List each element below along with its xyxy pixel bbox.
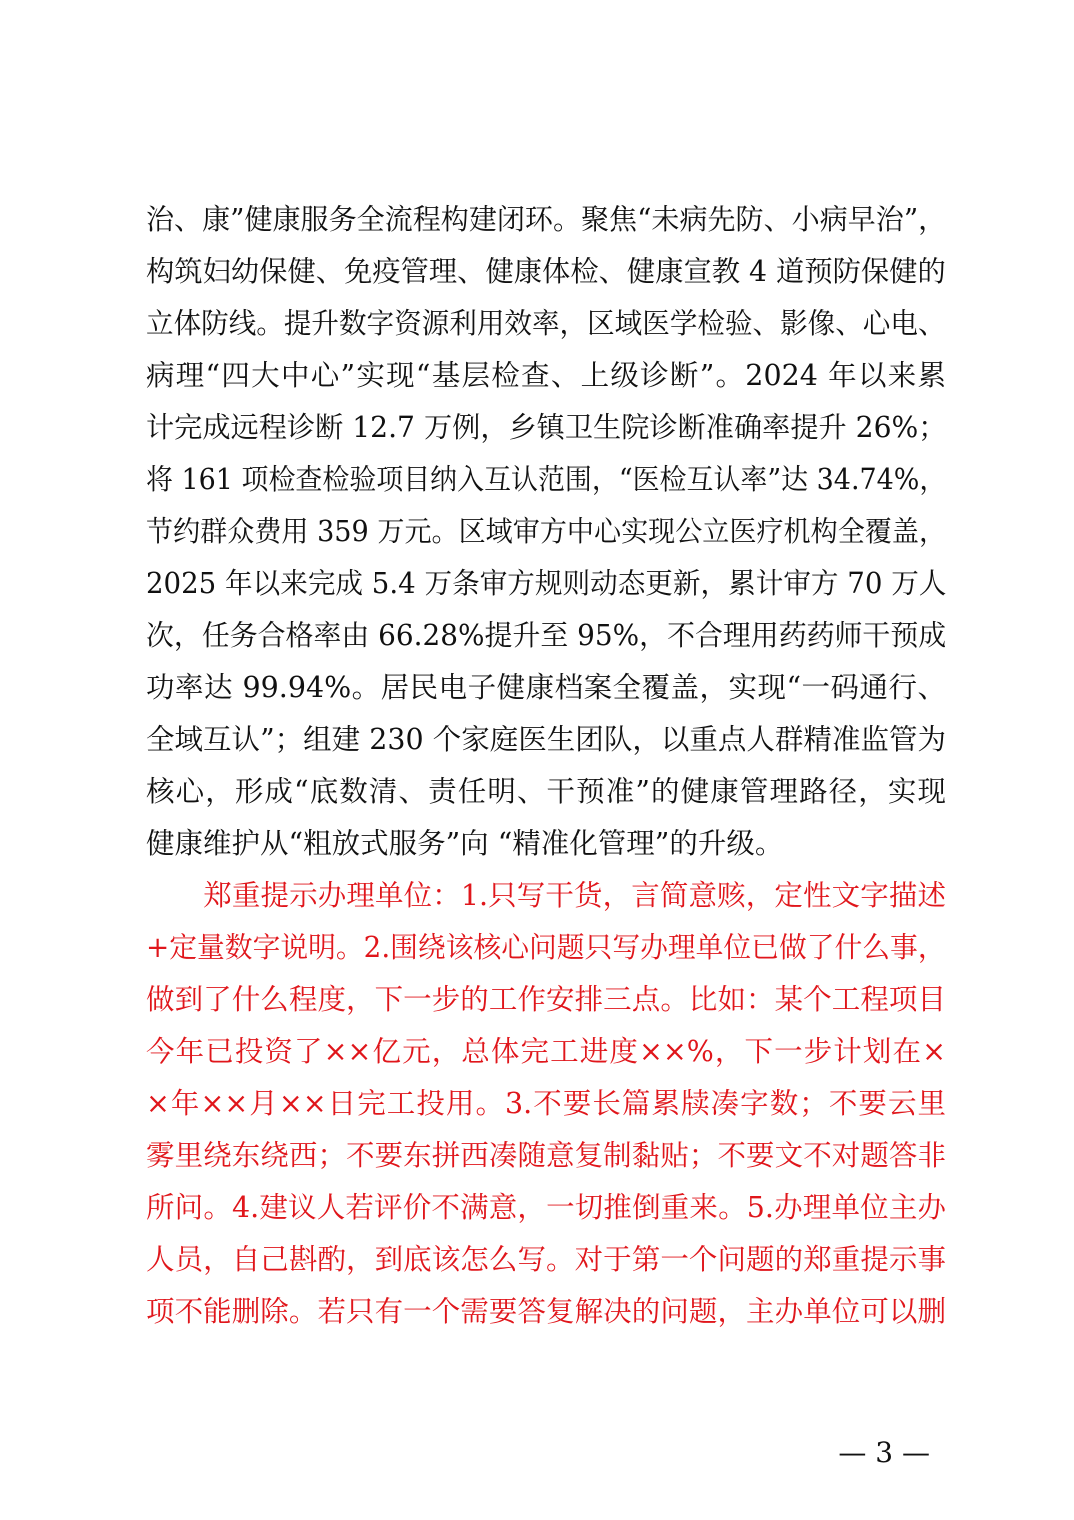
notice-line-8: 人员，自己斟酌，到底该怎么写。对于第一个问题的郑重提示事	[146, 1243, 946, 1276]
body-line-7: 节约群众费用 359 万元。区域审方中心实现公立医疗机构全覆盖，	[146, 515, 947, 548]
notice-line-6: 雾里绕东绕西；不要东拼西凑随意复制黏贴；不要文不对题答非	[146, 1139, 946, 1172]
notice-line-2: +定量数字说明。2.围绕该核心问题只写办理单位已做了什么事，	[146, 931, 946, 964]
body-line-3: 立体防线。提升数字资源利用效率，区域医学检验、影像、心电、	[146, 307, 946, 340]
body-line-13: 健康维护从“粗放式服务”向 “精准化管理”的升级。	[146, 827, 784, 860]
notice-line-9: 项不能删除。若只有一个需要答复解决的问题，主办单位可以删	[146, 1295, 946, 1328]
notice-line-5: ×年××月××日完工投用。3.不要长篇累牍凑字数；不要云里	[146, 1087, 946, 1120]
notice-line-4: 今年已投资了××亿元，总体完工进度××%，下一步计划在×	[146, 1035, 946, 1068]
body-line-8: 2025 年以来完成 5.4 万条审方规则动态更新，累计审方 70 万人	[146, 567, 947, 600]
notice-line-1: 郑重提示办理单位：1.只写干货，言简意赅，定性文字描述	[146, 879, 946, 912]
body-line-9: 次，任务合格率由 66.28%提升至 95%，不合理用药药师干预成	[146, 619, 947, 652]
notice-line-7: 所问。4.建议人若评价不满意，一切推倒重来。5.办理单位主办	[146, 1191, 946, 1224]
body-line-10: 功率达 99.94%。居民电子健康档案全覆盖，实现“一码通行、	[146, 671, 946, 704]
body-line-4: 病理“四大中心”实现“基层检查、上级诊断”。2024 年以来累	[146, 359, 946, 392]
body-line-2: 构筑妇幼保健、免疫管理、健康体检、健康宣教 4 道预防保健的	[146, 255, 946, 288]
page-number: — 3 —	[838, 1436, 930, 1469]
body-line-6: 将 161 项检查检验项目纳入互认范围，“医检互认率”达 34.74%，	[146, 463, 947, 496]
body-line-11: 全域互认”；组建 230 个家庭医生团队，以重点人群精准监管为	[146, 723, 946, 756]
body-line-5: 计完成远程诊断 12.7 万例，乡镇卫生院诊断准确率提升 26%；	[146, 411, 947, 444]
body-line-1: 治、康”健康服务全流程构建闭环。聚焦“未病先防、小病早治”，	[146, 203, 947, 236]
body-line-12: 核心，形成“底数清、责任明、干预准”的健康管理路径，实现	[146, 775, 946, 808]
notice-line-3: 做到了什么程度，下一步的工作安排三点。比如：某个工程项目	[146, 983, 946, 1016]
